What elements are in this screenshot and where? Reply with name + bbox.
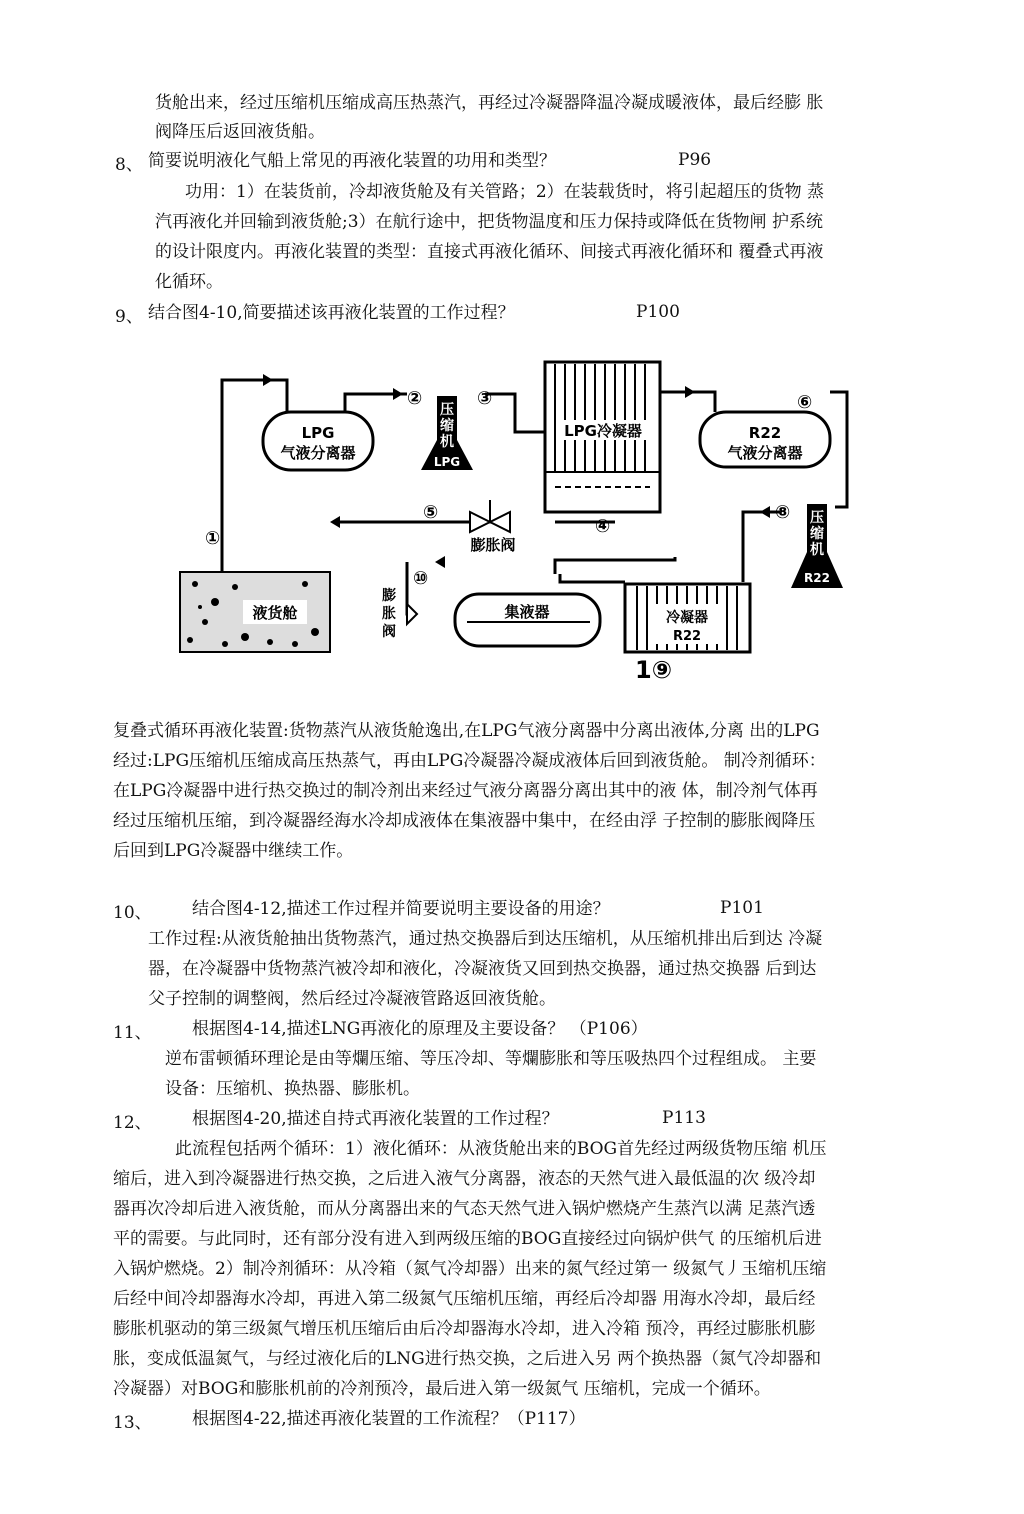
answer-line: 父子控制的调整阀，然后经过冷凝液管路返回液货舱。 <box>148 989 556 1009</box>
pipe <box>555 557 675 574</box>
question-number: 12、 <box>113 1113 152 1133</box>
receiver <box>455 594 600 646</box>
svg-text:液货舱: 液货舱 <box>252 604 298 622</box>
expansion-valve <box>470 500 516 554</box>
answer-line: 此流程包括两个循环：1）液化循环：从液货舱出来的BOG首先经过两级货物压缩 机压 <box>175 1139 827 1159</box>
diagram-caption: 1⑨ <box>635 656 673 684</box>
marker-1: ① <box>205 528 221 549</box>
svg-text:机: 机 <box>810 542 824 558</box>
r22-condenser <box>625 584 750 652</box>
answer-line: 化循环。 <box>155 272 223 292</box>
lpg-compressor <box>421 396 473 470</box>
svg-text:压: 压 <box>440 402 454 418</box>
arrow-icon <box>263 374 273 386</box>
answer-line: 工作过程:从液货舱抽出货物蒸汽，通过热交换器后到达压缩机，从压缩机排出后到达 冷凝 <box>148 929 823 949</box>
answer-line: 膨胀机驱动的第三级氮气增压机压缩后由后冷却器海水冷却，进入冷箱 预冷，再经过膨胀机膨 <box>113 1319 816 1339</box>
answer-line: 缩后，进入到冷凝器进行热交换，之后进入液气分离器，液态的天然气进入最低温的次 级冷却 <box>113 1169 816 1189</box>
marker-3: ③ <box>477 388 493 409</box>
arrow-icon <box>685 386 695 398</box>
svg-text:膨胀阀: 膨胀阀 <box>470 536 516 554</box>
question-number: 13、 <box>113 1413 152 1433</box>
page-reference: P96 <box>678 150 712 170</box>
marker-4: ④ <box>595 516 611 537</box>
svg-text:胀: 胀 <box>382 606 396 622</box>
pipe <box>485 394 545 432</box>
svg-text:机: 机 <box>440 434 454 450</box>
question-text: 结合图4-10,简要描述该再液化装置的工作过程？ <box>148 303 515 323</box>
expansion-valve-2 <box>382 588 417 640</box>
marker-8: ⑧ <box>775 502 791 523</box>
answer-line: 复叠式循环再液化装置:货物蒸汽从液货舱逸出,在LPG气液分离器中分离出液体,分离 出的LPG <box>113 721 820 741</box>
svg-text:气液分离器: 气液分离器 <box>280 444 356 462</box>
question-number: 9、 <box>115 307 143 327</box>
question-text: 根据图4-20,描述自持式再液化装置的工作过程？ <box>192 1109 559 1129</box>
r22-compressor <box>791 504 843 588</box>
svg-text:集液器: 集液器 <box>504 603 550 621</box>
page-reference: P113 <box>662 1108 706 1128</box>
svg-text:LPG冷凝器: LPG冷凝器 <box>564 422 642 440</box>
svg-text:R22: R22 <box>672 629 702 644</box>
svg-text:R22: R22 <box>804 571 830 585</box>
svg-text:压: 压 <box>810 510 824 526</box>
answer-line: 器，在冷凝器中货物蒸汽被冷却和液化，冷凝液货又回到热交换器，通过热交换器 后到达 <box>148 959 817 979</box>
lpg-separator <box>263 412 373 470</box>
marker-6: ⑥ <box>797 392 813 413</box>
svg-text:气液分离器: 气液分离器 <box>727 444 803 462</box>
question-number: 11、 <box>113 1023 152 1043</box>
svg-text:冷凝器: 冷凝器 <box>666 610 708 626</box>
arrow-icon <box>435 556 445 568</box>
pipe <box>560 574 625 582</box>
question-text: 简要说明液化气船上常见的再液化装置的功用和类型？ <box>148 151 556 171</box>
arrow-icon <box>330 516 340 528</box>
svg-text:阀: 阀 <box>382 624 396 640</box>
answer-line: 冷凝器）对BOG和膨胀机前的冷剂预冷，最后进入第一级氮气 压缩机，完成一个循环。 <box>113 1379 771 1399</box>
question-number: 10、 <box>113 903 152 923</box>
arrow-icon <box>760 506 770 518</box>
answer-line: 经过:LPG压缩机压缩成高压热蒸气，再由LPG冷凝器冷凝成液体后回到液货舱。 制冷剂循环： <box>113 751 826 771</box>
answer-line: 胀，变成低温氮气，与经过液化后的LNG进行热交换，之后进入另 两个换热器（氮气冷却器和 <box>113 1349 822 1369</box>
answer-line: 入锅炉燃烧。2）制冷剂循环：从冷箱（氮气冷却器）出来的氮气经过第一 级氮气丿玉缩机压缩 <box>113 1259 827 1279</box>
reliquefaction-diagram <box>175 352 860 692</box>
arrow-icon <box>393 388 403 400</box>
question-text: 结合图4-12,描述工作过程并简要说明主要设备的用途？ <box>192 899 610 919</box>
marker-2: ② <box>407 388 423 409</box>
marker-10: ⑩ <box>413 568 429 589</box>
lpg-condenser <box>545 362 660 512</box>
cargo-tank <box>180 572 330 652</box>
question-number: 8、 <box>115 155 143 175</box>
page-reference: P100 <box>636 302 680 322</box>
question-text: 根据图4-14,描述LNG再液化的原理及主要设备？ （P106） <box>192 1019 648 1039</box>
answer-line: 汽再液化并回输到液货舱;3）在航行途中，把货物温度和压力保持或降低在货物闸 护系统 <box>155 212 823 232</box>
answer-line: 逆布雷顿循环理论是由等爛压缩、等压冷却、等爛膨胀和等压吸热四个过程组成。 主要 <box>165 1049 817 1069</box>
marker-5: ⑤ <box>423 502 439 523</box>
r22-separator <box>700 412 830 467</box>
answer-line: 功用：1）在装货前，冷却液货舱及有关管路；2）在装载货时，将引起超压的货物 蒸 <box>185 182 825 202</box>
answer-line: 后回到LPG冷凝器中继续工作。 <box>113 841 354 861</box>
svg-text:缩: 缩 <box>440 418 454 434</box>
svg-text:缩: 缩 <box>810 526 824 542</box>
answer-line: 经过压缩机压缩，到冷凝器经海水冷却成液体在集液器中集中，在经由浮 子控制的膨胀阀降压 <box>113 811 816 831</box>
svg-text:R22: R22 <box>748 424 782 442</box>
answer-line: 的设计限度内。再液化装置的类型：直接式再液化循环、间接式再液化循环和 覆叠式再液 <box>155 242 824 262</box>
answer-line: 平的需要。与此同时，还有部分没有进入到两级压缩的BOG直接经过向锅炉供气 的压缩机后进 <box>113 1229 822 1249</box>
page-reference: P101 <box>720 898 764 918</box>
svg-text:LPG: LPG <box>301 424 335 442</box>
paragraph-line: 阀降压后返回液货船。 <box>155 122 325 142</box>
pipe <box>222 380 287 592</box>
svg-text:LPG: LPG <box>433 455 461 469</box>
pipe <box>830 392 847 507</box>
answer-line: 在LPG冷凝器中进行热交换过的制冷剂出来经过气液分离器分离出其中的液 体，制冷剂气体再 <box>113 781 818 801</box>
svg-text:膨: 膨 <box>382 588 396 604</box>
paragraph-line: 货舱出来，经过压缩机压缩成高压热蒸汽，再经过冷凝器降温冷凝成暖液体，最后经膨 胀 <box>155 93 824 113</box>
answer-line: 后经中间冷却器海水冷却，再进入第二级氮气压缩机压缩，再经后冷却器 用海水冷却，最后经 <box>113 1289 816 1309</box>
answer-line: 设备：压缩机、换热器、膨胀机。 <box>165 1079 420 1099</box>
question-text: 根据图4-22,描述再液化装置的工作流程？（P117） <box>192 1409 586 1429</box>
answer-line: 器再次冷却后进入液货舱，而从分离器出来的气态天然气进入锅炉燃烧产生蒸汽以满 足蒸汽透 <box>113 1199 816 1219</box>
